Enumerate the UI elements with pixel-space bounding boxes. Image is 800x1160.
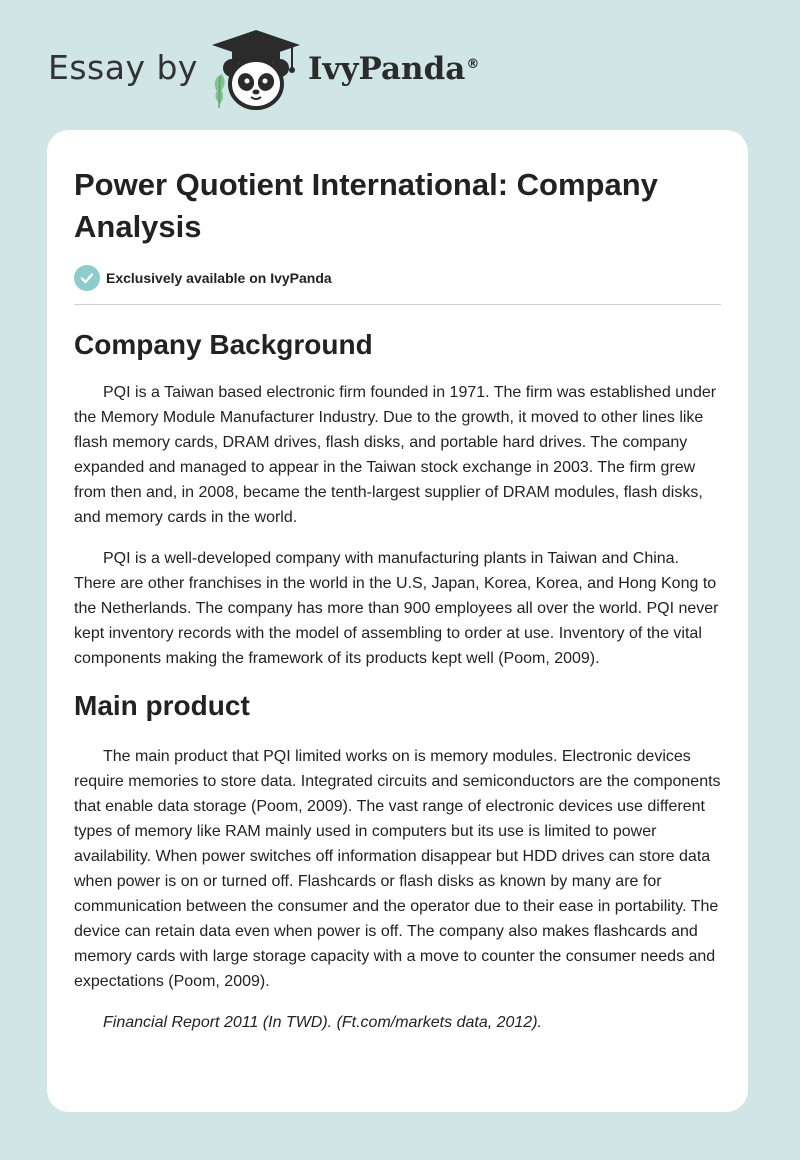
section-heading: Main product [74, 690, 250, 721]
section-main-product [74, 689, 721, 1035]
brand-name [308, 51, 479, 87]
figure-caption: Financial Report 2011 (In TWD). (Ft.com/markets data, 2012). [103, 1014, 542, 1031]
check-circle-icon [74, 265, 100, 291]
section-heading: Company Background [74, 329, 373, 360]
exclusive-badge-label: Exclusively available on IvyPanda [106, 270, 332, 286]
paragraph: The main product that PQI limited works on is memory modules. Electronic devices require memories to store data. Integrated circuits and semiconductors are the components that enable data storage (Poom, 2009). The vast range of electronic devices use different types of memory like RAM mainly used in computers but its use is limited to power availability. When power switches off information disappear but HDD drives can store data when power is on or turned off. Flashcards or flash disks as known by many are for communication between the consumer and the operator due to their ease in portability. The device can retain data even when power is off. The company also makes flashcards and memory cards with large storage capacity with a move to counter the consumer needs and expectations (Poom, 2009). [74, 748, 721, 990]
article-card [47, 130, 748, 1112]
check-mark-icon [80, 271, 94, 285]
brand-name-text: IvyPanda [307, 51, 466, 87]
section-company-background [74, 328, 721, 671]
exclusive-badge [74, 265, 721, 305]
paragraph: PQI is a well-developed company with manufacturing plants in Taiwan and China. There are other franchises in the world in the U.S, Japan, Korea, Korea, and Hong Kong to the Netherlands. The company has more than 900 employees all over the world. PQI never kept inventory records with the model of assembling to order at use. Inventory of the vital components making the framework of its products kept well (Poom, 2009). [74, 550, 719, 667]
page-title: Power Quotient International: Company Analysis [74, 167, 658, 244]
paragraph: PQI is a Taiwan based electronic firm founded in 1971. The firm was established under the Memory Module Manufacturer Industry. Due to the growth, it moved to other lines like flash memory cards, DRAM drives, flash disks, and portable hard drives. The company expanded and managed to appear in the Taiwan stock exchange in 2003. The firm grew from then and, in 2008, became the tenth-largest supplier of DRAM modules, flash disks, and memory cards in the world. [74, 384, 717, 526]
essay-by-label: Essay by [48, 47, 198, 87]
panda-graduate-icon [208, 28, 304, 112]
site-header [48, 28, 479, 112]
registered-mark: ® [466, 56, 480, 72]
